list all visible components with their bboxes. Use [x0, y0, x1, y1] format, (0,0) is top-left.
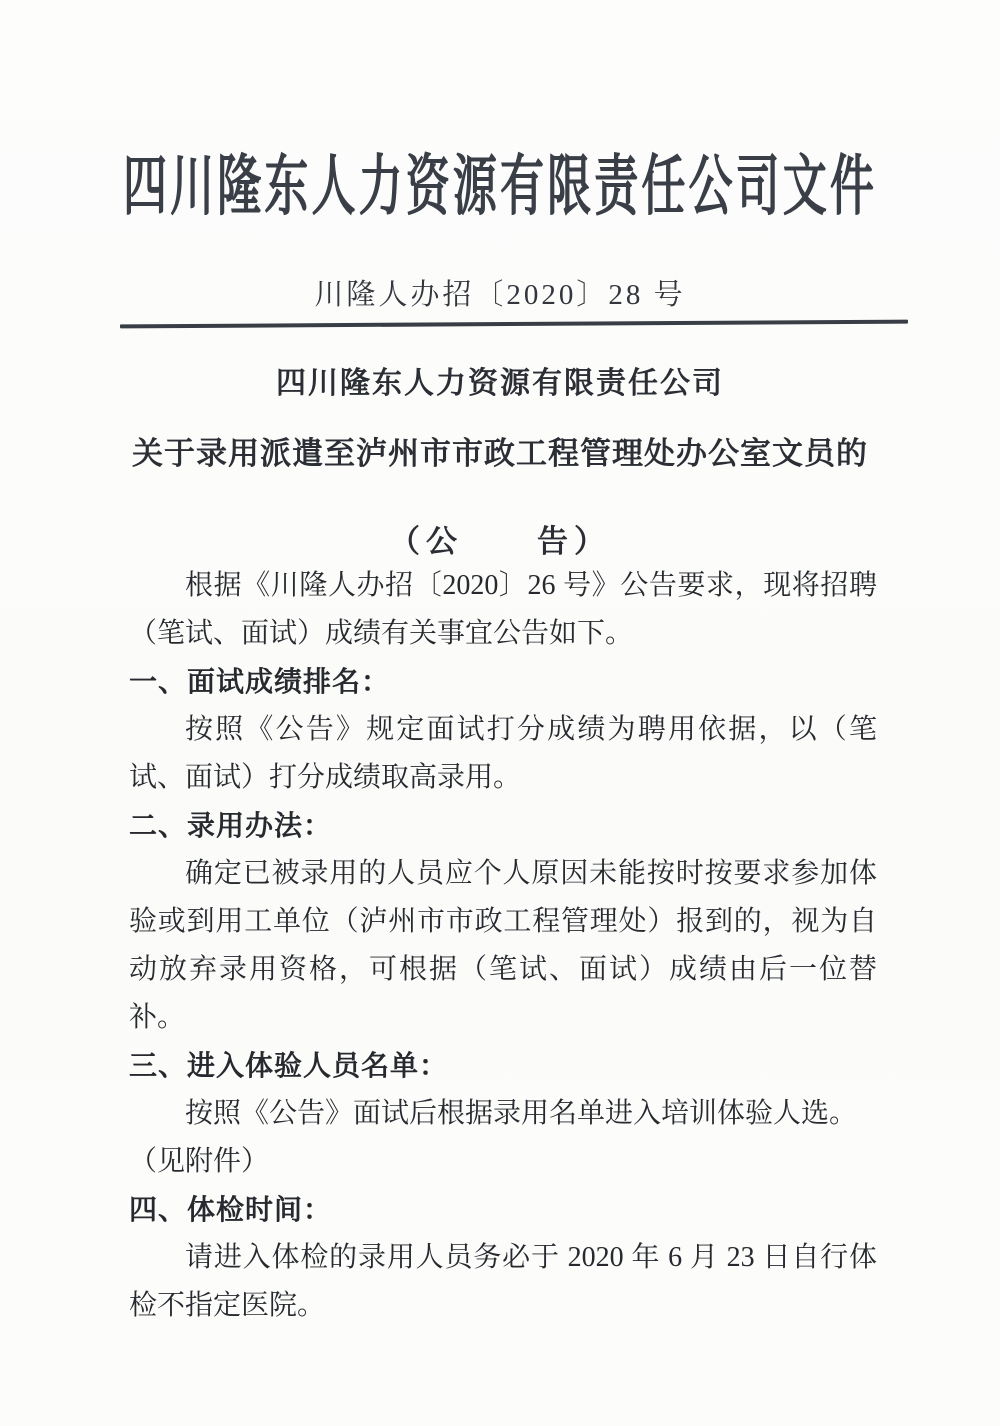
section-1-heading: 一、面试成绩排名： — [129, 666, 391, 697]
section-3-heading: 三、进入体验人员名单： — [129, 1050, 449, 1081]
title-subject-line: 关于录用派遣至泸州市市政工程管理处办公室文员的 — [132, 436, 868, 471]
section-1-body: 按照《公告》规定面试打分成绩为聘用依据，以（笔试、面试）打分成绩取高录用。 — [129, 714, 877, 793]
section-3-attachment-note: （见附件） — [129, 1146, 270, 1177]
section-2-body: 确定已被录用的人员应个人原因未能按时按要求参加体验或到用工单位（泸州市市政工程管理处）报到的，视为自动放弃录用资格，可根据（笔试、面试）成绩由后一位替补。 — [129, 858, 877, 1033]
intro-paragraph: 根据《川隆人办招〔2020〕26 号》公告要求，现将招聘（笔试、面试）成绩有关事宜公告如下。 — [129, 570, 877, 649]
letterhead-title: 四川隆东人力资源有限责任公司文件 — [123, 149, 877, 224]
document-number: 川隆人办招〔2020〕28 号 — [314, 279, 686, 311]
title-notice-label: （公 告） — [389, 524, 611, 559]
section-4-heading: 四、体检时间： — [129, 1194, 333, 1225]
title-company-line: 四川隆东人力资源有限责任公司 — [276, 367, 724, 400]
section-3-body: 按照《公告》面试后根据录用名单进入培训体验人选。 — [185, 1098, 858, 1129]
separator-rule — [120, 320, 908, 329]
document-title — [0, 358, 1000, 561]
section-4-body: 请进入体检的录用人员务必于 2020 年 6 月 23 日自行体检不指定医院。 — [129, 1242, 877, 1321]
letterhead — [0, 138, 1000, 222]
section-2-heading: 二、录用办法： — [129, 810, 333, 841]
document-body — [129, 562, 877, 1330]
